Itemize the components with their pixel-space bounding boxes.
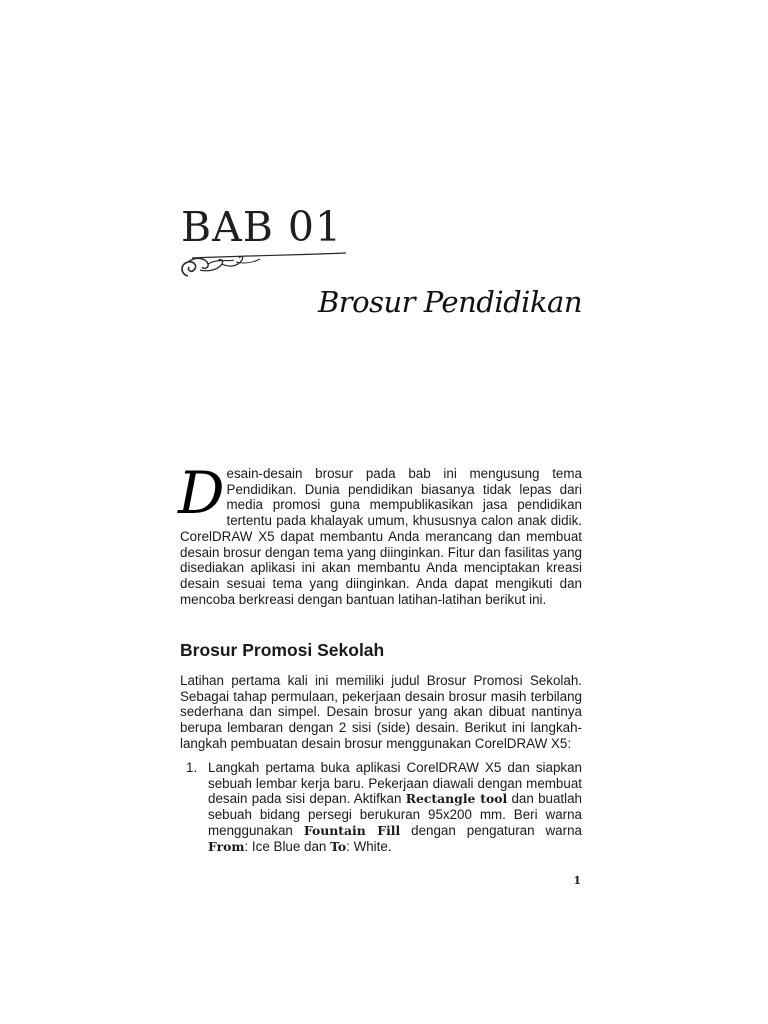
section-heading: Brosur Promosi Sekolah [180, 640, 385, 660]
step-text-run: : White. [346, 838, 392, 854]
page-number: 1 [573, 874, 581, 887]
intro-text: esain-desain brosur pada bab ini mengusung tema Pendidikan. Dunia pendidikan biasanya tidak lepas dari media promosi guna mempublikasikan jasa pendidikan tertentu pada khalayak umum, khususnya calon anak didik. CorelDRAW X5 dapat membantu Anda merancang dan membuat desain brosur dengan tema yang diinginkan. Fitur dan fasilitas yang disediakan aplikasi ini akan membantu Anda menciptakan kreasi desain sesuai tema yang diinginkan. Anda dapat mengikuti dan mencoba berkreasi dengan bantuan latihan-latihan berikut ini. [180, 466, 582, 607]
step-text-run: dengan pengaturan warna [400, 822, 582, 838]
bold-term: Fountain Fill [303, 822, 401, 838]
chapter-title: Brosur Pendidikan [317, 285, 582, 319]
intro-paragraph [178, 459, 582, 607]
drop-cap: D [178, 459, 225, 527]
step-text-run: Langkah pertama buka aplikasi CorelDRAW X5 dan siapkan sebuah lembar kerja baru. Pekerjaan diawali dengan membuat desain pada sisi depan. Aktifkan [208, 760, 582, 807]
bold-term: To [330, 838, 347, 854]
bold-term: Rectangle tool [405, 791, 508, 807]
bold-term: From [208, 838, 245, 854]
list-item [180, 760, 582, 854]
step-text [208, 760, 582, 854]
chapter-heading-block [178, 204, 348, 286]
step-text-run: : Ice Blue dan [244, 838, 331, 854]
step-number: 1. [186, 760, 198, 775]
chapter-label: BAB 01 [181, 203, 343, 251]
step-text-run: dan buatlah sebuah bidang persegi berukuran 95x200 mm. Beri warna menggunakan [208, 791, 583, 838]
flourish-ornament-icon [178, 246, 348, 286]
section-paragraph: Latihan pertama kali ini memiliki judul Brosur Promosi Sekolah. Sebagai tahap permulaan, pekerjaan desain brosur masih terbilang sederhana dan simpel. Desain brosur yang akan dibuat nantinya berupa lembaran dengan 2 sisi (side) desain. Berikut ini langkah-langkah pembuatan desain brosur menggunakan CorelDRAW X5: [180, 673, 582, 751]
steps-list [180, 760, 582, 854]
